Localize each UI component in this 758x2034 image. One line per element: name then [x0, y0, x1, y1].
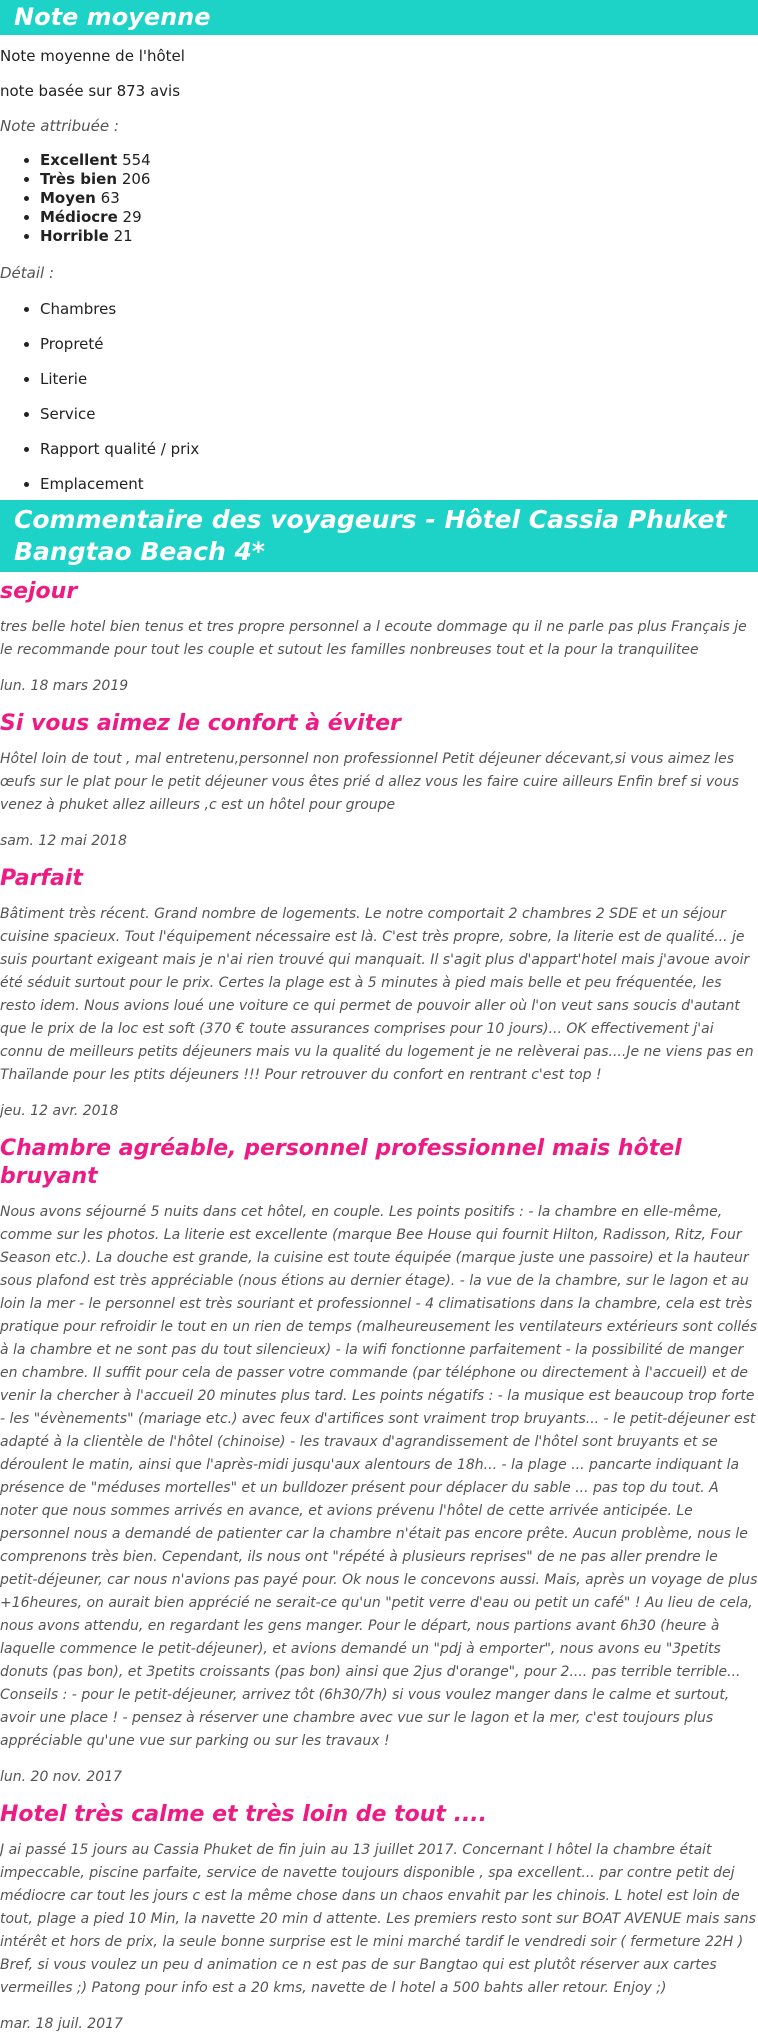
comments-header: Commentaire des voyageurs - Hôtel Cassia Phuket Bangtao Beach 4*: [0, 500, 758, 572]
detail-item-proprete: • Propreté: [40, 335, 758, 354]
detail-item-chambres: • Chambres: [40, 300, 758, 319]
review-body: Bâtiment très récent. Grand nombre de logements. Le notre comportait 2 chambres 2 SDE et un séjour cuisine spacieux. Tout l'équipement nécessaire est là. C'est très propre, sobre, la literie est de qualité... je suis pourtant exigeant mais je n'ai rien trouvé qui manquait. Il s'agit plus d'appart'hotel mais j'avoue avoir été séduit surtout pour le prix. Certes la plage est à 5 minutes à pied mais belle et peu fréquentée, les resto idem. Nous avions loué une voiture ce qui permet de pouvoir aller où l'on veut sans soucis d'autant que le prix de la loc est soft (370 € toute assurances comprises pour 10 jours)... OK effectivement j'ai connu de meilleurs petits déjeuners mais vu la qualité du logement je ne relèverai pas....Je ne viens pas en Thaïlande pour les ptits déjeuners !!! Pour retrouver du confort en rentrant c'est top !: [0, 906, 754, 1083]
rating-section: [0, 0, 758, 494]
detail-item-literie: • Literie: [40, 370, 758, 389]
rating-level-name: Excellent: [40, 151, 118, 169]
review-body: J ai passé 15 jours au Cassia Phuket de fin juin au 13 juillet 2017. Concernant l hôtel la chambre était impeccable, piscine parfaite, service de navette toujours disponible , spa excellent... par contre petit dej médiocre car tout les jours c est la même chose dans un chaos envahit par les chinois. L hotel est loin de tout, plage a pied 10 Min, la navette 20 min d attente. Les premiers resto sont sur BOAT AVENUE mais sans intérêt et hors de prix, la seule bonne surprise est le mini marché tardif le vendredi soir ( fermeture 22H ) Bref, si vous voulez un peu d animation ce n est pas de sur Bangtao qui est plutôt réserver aux cartes vermeilles ;) Patong pour info est a 20 kms, navette de l hotel a 500 bahts aller retour. Enjoy ;): [0, 1842, 756, 1996]
rating-header: Note moyenne: [0, 0, 758, 35]
detail-item-service: • Service: [40, 405, 758, 424]
review: [0, 865, 758, 1121]
rating-level: [40, 189, 758, 208]
review: [0, 1801, 758, 2034]
review-title: Si vous aimez le confort à éviter: [0, 711, 401, 736]
review-body: Hôtel loin de tout , mal entretenu,personnel non professionnel Petit déjeuner décevant,si vous aimez les œufs sur le plat pour le petit déjeuner vous êtes prié d allez vous les faire cuire ailleurs Enfin bref si vous venez à phuket allez ailleurs ,c est un hôtel pour groupe: [0, 751, 739, 813]
detail-label: Détail :: [0, 264, 55, 282]
review-date: mar. 18 juil. 2017: [0, 2016, 123, 2032]
review-count: note basée sur 873 avis: [0, 82, 181, 100]
review-date: lun. 20 nov. 2017: [0, 1769, 122, 1785]
rating-level: [40, 170, 758, 189]
rating-level-count: 206: [121, 170, 151, 188]
detail-item-emplacement: • Emplacement: [40, 475, 758, 494]
review: [0, 1135, 758, 1787]
review-date: lun. 18 mars 2019: [0, 678, 129, 694]
review-title: sejour: [0, 579, 78, 604]
detail-list: [0, 300, 758, 494]
review-title: Parfait: [0, 866, 83, 891]
rating-levels: [0, 151, 758, 246]
review-date: jeu. 12 avr. 2018: [0, 1103, 119, 1119]
review-title: Hotel très calme et très loin de tout ....: [0, 1802, 488, 1827]
rating-level: [40, 227, 758, 246]
rating-level-name: Très bien: [40, 170, 118, 188]
rating-level-name: Horrible: [40, 227, 109, 245]
detail-item-rapport-qualite-prix: • Rapport qualité / prix: [40, 440, 758, 459]
review-body: Nous avons séjourné 5 nuits dans cet hôtel, en couple. Les points positifs : - la chambre en elle-même, comme sur les photos. La literie est excellente (marque Bee House qui fournit Hilton, Radisson, Ritz, Four Season etc.). La douche est grande, la cuisine est toute équipée (marque juste une passoire) et la hauteur sous plafond est très appréciable (nous étions au dernier étage). - la vue de la chambre, sur le lagon et au loin la mer - le personnel est très souriant et professionnel - 4 climatisations dans la chambre, cela est très pratique pour refroidir le tout en un rien de temps (malheureusement les ventilateurs extérieurs sont collés à la chambre et ne sont pas du tout silencieux) - la wifi fonctionne parfaitement - la possibilité de manger en chambre. Il suffit pour cela de passer votre commande (par téléphone ou directement à l'accueil) et de venir la chercher à l'accueil 20 minutes plus tard. Les points négatifs : - la musique est beaucoup trop forte - les "évènements" (mariage etc.) avec feux d'artifices sont vraiment trop bruyants... - le petit-déjeuner est adapté à la clientèle de l'hôtel (chinoise) - les travaux d'agrandissement de l'hôtel sont bruyants et se déroulent le matin, ainsi que l'après-midi jusqu'aux alentours de 18h... - la plage ... pancarte indiquant la présence de "méduses mortelles" et un bulldozer présent pour déplacer du sable ... pas top du tout. A noter que nous sommes arrivés en avance, et avions prévenu l'hôtel de cette arrivée anticipée. Le personnel nous a demandé de patienter car la chambre n'était pas encore prête. Aucun problème, nous le comprenons très bien. Cependant, ils nous ont "répété à plusieurs reprises" de ne pas aller prendre le petit-déjeuner, car nous n'avions pas payé pour. Ok nous le concevons aussi. Mais, après un voyage de plus +16heures, on aurait bien apprécié ne serait-ce qu'un "petit verre d'eau ou petit un café" ! Au lieu de cela, nous avons attendu, en regardant les gens manger. Pour le départ, nous partions avant 6h30 (heure à laquelle commence le petit-déjeuner), et avions demandé un "pdj à emporter", nous avons eu "3petits donuts (pas bon), et 3petits croissants (pas bon) ainsi que 2jus d'orange", pour 2.... pas terrible terrible... Conseils : - pour le petit-déjeuner, arrivez tôt (6h30/7h) si vous voulez manger dans le calme et surtout, avoir une place ! - pensez à réserver une chambre avec vue sur le lagon et la mer, c'est toujours plus appréciable qu'une vue sur parking ou sur les travaux !: [0, 1204, 758, 1749]
rating-level: [40, 151, 758, 170]
attributed-label: Note attribuée :: [0, 117, 119, 135]
rating-level-count: 29: [122, 208, 142, 226]
review: [0, 578, 758, 696]
comments-section: [0, 500, 758, 2034]
review-body: tres belle hotel bien tenus et tres propre personnel a l ecoute dommage qu il ne parle pas plus Français je le recommande pour tout les couple et sutout les familles nonbreuses tout et la pour la tranquilitee: [0, 619, 747, 658]
rating-level-count: 554: [122, 151, 151, 169]
rating-level-count: 63: [100, 189, 120, 207]
rating-level-name: Médiocre: [40, 208, 118, 226]
review: [0, 710, 758, 851]
hotel-rating-label: Note moyenne de l'hôtel: [0, 47, 185, 65]
review-date: sam. 12 mai 2018: [0, 833, 127, 849]
rating-level-name: Moyen: [40, 189, 96, 207]
rating-level-count: 21: [113, 227, 133, 245]
review-title: Chambre agréable, personnel professionnel mais hôtel bruyant: [0, 1136, 682, 1189]
rating-level: [40, 208, 758, 227]
